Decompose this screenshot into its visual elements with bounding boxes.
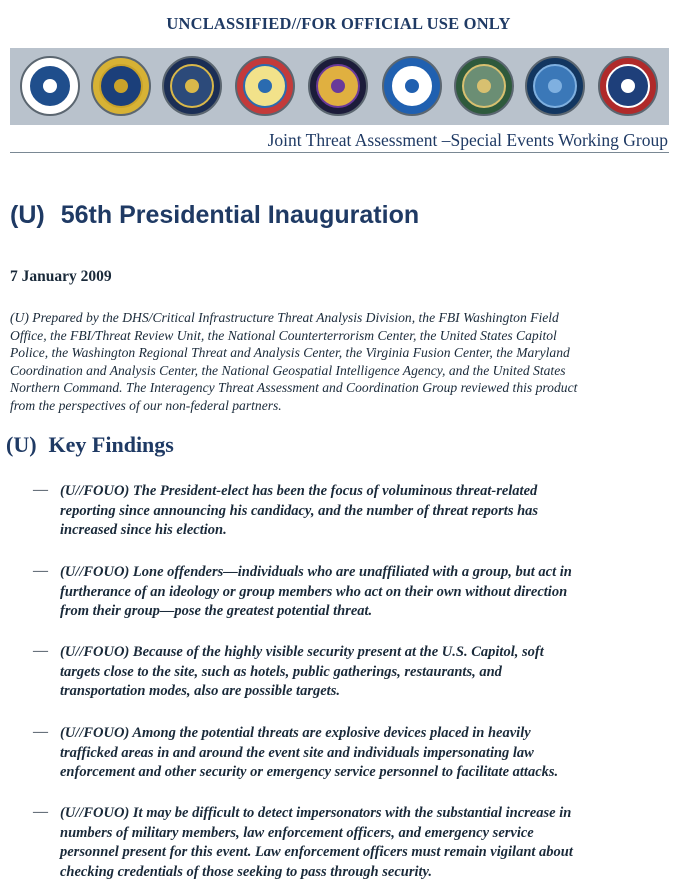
seal-emblem — [114, 79, 128, 93]
prepared-line: Coordination and Analysis Center, the National Geospatial Intelligence Agency, and the United States — [10, 362, 566, 378]
title-classification-tag: (U) — [10, 201, 45, 229]
finding-line: enforcement and other security or emergency service personnel to facilitate attacks. — [60, 764, 559, 780]
finding-text — [60, 724, 665, 783]
finding-dash: — — [33, 643, 48, 659]
finding-line: increased since his election. — [60, 522, 227, 538]
finding-line: (U//FOUO) Among the potential threats are explosive devices placed in heavily — [60, 725, 531, 741]
finding-line: from their group—pose the greatest potential threat. — [60, 603, 373, 619]
threat-review-seal-icon — [235, 56, 295, 116]
finding-line: (U//FOUO) It may be difficult to detect impersonators with the substantial increase in — [60, 805, 572, 821]
finding-line: checking credentials of those seeking to pass through security. — [60, 863, 433, 880]
finding-line: (U//FOUO) The President-elect has been the focus of voluminous threat-related — [60, 483, 538, 499]
finding-text — [60, 804, 665, 882]
wrtac-seal-icon — [308, 56, 368, 116]
finding-line: transportation modes, also are possible targets. — [60, 683, 340, 699]
dhs-seal-icon — [20, 56, 80, 116]
agency-seal-band — [10, 48, 669, 125]
seal-emblem — [477, 79, 491, 93]
finding-dash: — — [33, 724, 48, 740]
capitol-police-seal-icon — [382, 56, 442, 116]
seal-emblem — [405, 79, 419, 93]
finding-line: numbers of military members, law enforcement officers, and emergency service — [60, 824, 534, 841]
section-classification-tag: (U) — [6, 432, 37, 457]
document-title — [10, 201, 419, 230]
finding-dash: — — [33, 563, 48, 579]
prepared-line: Northern Command. The Interagency Threat Assessment and Coordination Group reviewed this product — [10, 380, 578, 396]
prepared-line: Police, the Washington Regional Threat and Analysis Center, the Virginia Fusion Center, the Maryland — [10, 345, 570, 361]
finding-text — [60, 563, 665, 622]
nga-seal-icon — [525, 56, 585, 116]
nctc-seal-icon — [162, 56, 222, 116]
finding-line: (U//FOUO) Lone offenders—individuals who are unaffiliated with a group, but act in — [60, 564, 572, 580]
header-divider — [10, 152, 669, 153]
finding-line: (U//FOUO) Because of the highly visible security present at the U.S. Capitol, soft — [60, 644, 544, 660]
seal-emblem — [621, 79, 635, 93]
seal-emblem — [548, 79, 562, 93]
document-date: 7 January 2009 — [10, 268, 112, 285]
finding-line: trafficked areas in and around the event site and individuals impersonating law — [60, 744, 534, 761]
finding-line: reporting since announcing his candidacy, and the number of threat reports has — [60, 502, 539, 519]
finding-dash: — — [33, 804, 48, 820]
classification-banner: UNCLASSIFIED//FOR OFFICIAL USE ONLY — [166, 14, 511, 33]
seal-emblem — [258, 79, 272, 93]
finding-dash: — — [33, 482, 48, 498]
prepared-by-paragraph — [10, 309, 665, 415]
finding-line: personnel present for this event. Law enforcement officers must remain vigilant about — [60, 844, 573, 860]
working-group-subheader: Joint Threat Assessment –Special Events Working Group — [267, 130, 668, 150]
seal-emblem — [43, 79, 57, 93]
finding-line: furtherance of an ideology or group members who act on their own without direction — [60, 583, 568, 600]
title-text: 56th Presidential Inauguration — [60, 201, 420, 229]
prepared-line: (U) Prepared by the DHS/Critical Infrastructure Threat Analysis Division, the FBI Washington Field — [10, 310, 559, 325]
virginia-fusion-seal-icon — [454, 56, 514, 116]
seal-emblem — [185, 79, 199, 93]
fbi-seal-icon — [91, 56, 151, 116]
section-heading-text: Key Findings — [48, 432, 174, 457]
finding-line: targets close to the site, such as hotels, public gatherings, restaurants, and — [60, 663, 502, 680]
prepared-line: Office, the FBI/Threat Review Unit, the National Counterterrorism Center, the United States Capitol — [10, 327, 557, 343]
finding-text — [60, 643, 665, 702]
northcom-seal-icon — [598, 56, 658, 116]
key-findings-heading — [6, 432, 174, 458]
finding-text — [60, 482, 665, 541]
prepared-line: from the perspectives of our non-federal partners. — [10, 397, 282, 413]
seal-emblem — [331, 79, 345, 93]
